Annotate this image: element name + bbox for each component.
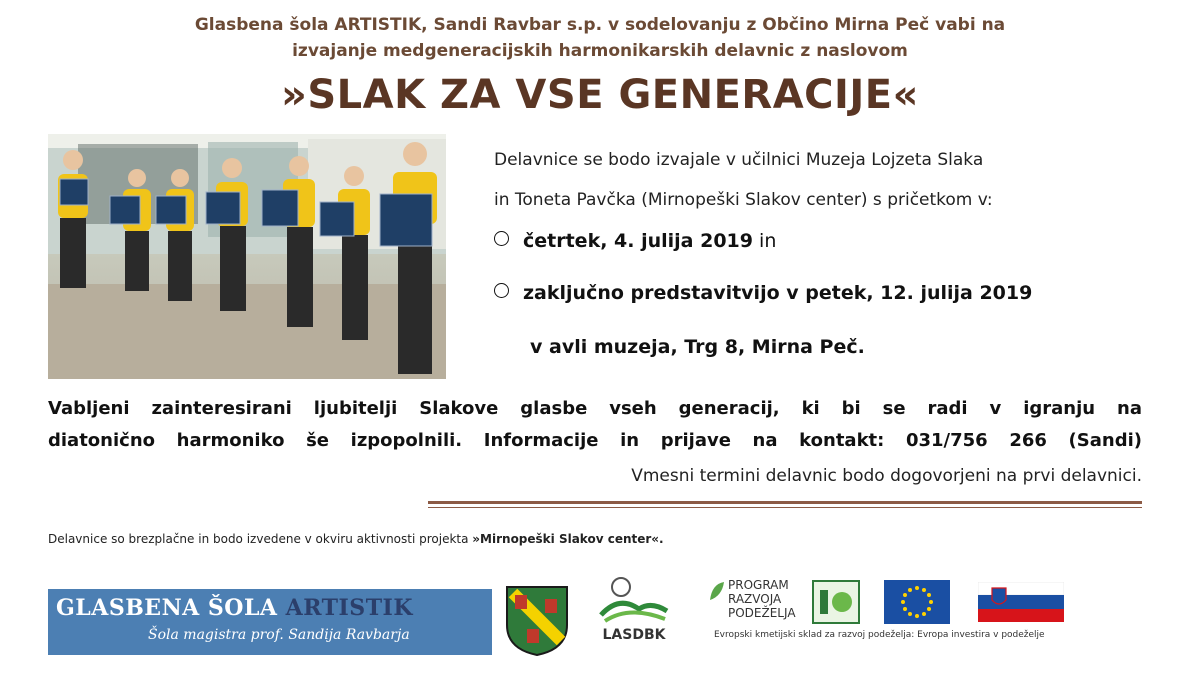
- bullet-circle-icon: [494, 283, 509, 298]
- free-workshop-note: [48, 532, 664, 546]
- invite-line-2: diatonično harmoniko še izpopolnili. Informacije in prijave na kontakt: 031/756 266 (Sandi): [48, 430, 1142, 451]
- leaf-icon: [708, 580, 726, 604]
- las-dbk-logo: [594, 575, 674, 657]
- note-project: »Mirnopeški Slakov center«: [472, 532, 660, 546]
- school-name-part-2: ARTISTIK: [285, 595, 413, 621]
- note-suffix: .: [659, 532, 664, 546]
- eu-flag-icon: [884, 580, 950, 624]
- divider-line: [428, 501, 1142, 504]
- accordion-players-photo: [48, 134, 446, 379]
- date-1-bold: četrtek, 4. julija 2019: [523, 230, 753, 252]
- intro-line-2: izvajanje medgeneracijskih harmonikarskih delavnic z naslovom: [292, 41, 908, 61]
- date-bullet-2: [494, 282, 1032, 304]
- event-title: »SLAK ZA VSE GENERACIJE«: [281, 72, 919, 118]
- divider-line-thin: [428, 507, 1142, 508]
- las-label: LASDBK: [602, 627, 666, 643]
- bullet-circle-icon: [494, 231, 509, 246]
- intro-text: [0, 12, 1200, 64]
- date-bullet-1: [494, 230, 776, 252]
- location-text: v avli muzeja, Trg 8, Mirna Peč.: [530, 336, 865, 358]
- school-logo: [48, 589, 492, 655]
- municipality-coat-of-arms-icon: [505, 585, 569, 657]
- slovenia-flag-icon: [978, 582, 1064, 622]
- date-2-bold: zaključno predstavitvijo v petek, 12. julija 2019: [523, 282, 1033, 304]
- invite-line-1: Vabljeni zainteresirani ljubitelji Slakove glasbe vseh generacij, ki bi se radi v igranju na: [48, 398, 1142, 419]
- interim-note: Vmesni termini delavnic bodo dogovorjeni na prvi delavnici.: [631, 466, 1142, 486]
- school-name: [56, 595, 413, 621]
- school-subtitle: Šola magistra prof. Sandija Ravbarja: [148, 627, 410, 643]
- intro-line-1: Glasbena šola ARTISTIK, Sandi Ravbar s.p. v sodelovanju z Občino Mirna Peč vabi na: [194, 15, 1006, 35]
- date-1-rest: in: [753, 230, 777, 252]
- info-line-1: Delavnice se bodo izvajale v učilnici Muzeja Lojzeta Slaka: [494, 150, 984, 170]
- rural-development-program-logo: [712, 578, 802, 620]
- program-line-1: PROGRAM: [728, 578, 789, 592]
- info-line-2: in Toneta Pavčka (Mirnopeški Slakov center) s pričetkom v:: [494, 190, 993, 210]
- leader-logo-icon: [812, 580, 860, 624]
- las-hills-icon: [599, 575, 669, 623]
- program-line-3: PODEŽELJA: [728, 606, 796, 620]
- school-name-part-1: GLASBENA ŠOLA: [56, 595, 286, 621]
- note-prefix: Delavnice so brezplačne in bodo izvedene v okviru aktivnosti projekta: [48, 532, 473, 546]
- program-line-2: RAZVOJA: [728, 592, 782, 606]
- eu-fund-caption: Evropski kmetijski sklad za razvoj podeželja: Evropa investira v podeželje: [714, 630, 1045, 640]
